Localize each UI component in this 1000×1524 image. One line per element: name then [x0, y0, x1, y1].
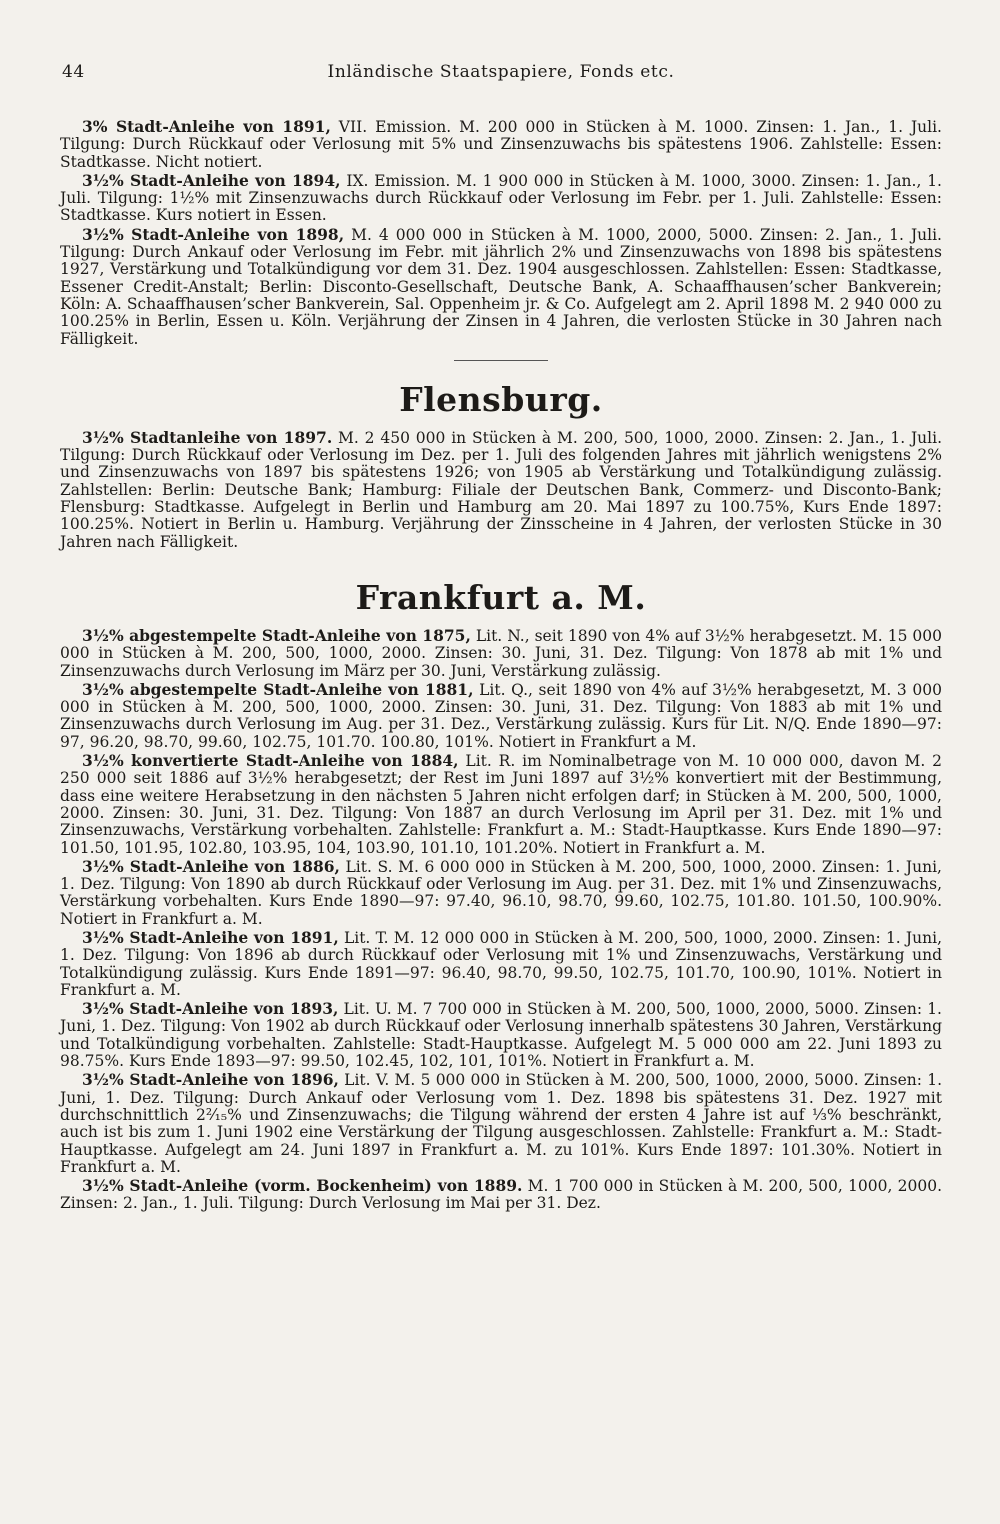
bond-entry: 3½% Stadt-Anleihe von 1894, IX. Emission. M. 1 900 000 in Stücken à M. 1000, 3000. Zinsen: 1. Jan., 1. Juli. Tilgung: 1½% mit Zinsenzuwachs durch Rückkauf oder Verlosung im Febr. per 1. Juli. Zahlstelle: Essen: Stadtkasse. Kurs notiert in Essen. [60, 170, 942, 225]
document-page [60, 58, 942, 1214]
section-essen-continued [60, 118, 942, 361]
bond-entry: 3½% Stadt-Anleihe (vorm. Bockenheim) von 1889. M. 1 700 000 in Stücken à M. 200, 500, 1000, 2000. Zinsen: 2. Jan., 1. Juli. Tilgung: Durch Verlosung im Mai per 31. Dez. [60, 1176, 943, 1213]
bond-entry: 3½% abgestempelte Stadt-Anleihe von 1875, Lit. N., seit 1890 von 4% auf 3½% herabgesetzt. M. 15 000 000 in Stücken à M. 200, 500, 1000, 2000. Zinsen: 30. Juni, 31. Dez. Tilgung: Von 1878 ab mit 1% und Zinsenzuwachs durch Verlosung im März per 30. Juni, Verstärkung zulässig. [60, 625, 942, 680]
section-frankfurt [60, 579, 942, 1213]
section-flensburg [60, 381, 942, 551]
page-number: 44 [62, 62, 85, 82]
bond-entry: 3½% Stadtanleihe von 1897. M. 2 450 000 in Stücken à M. 200, 500, 1000, 2000. Zinsen: 2. Jan., 1. Juli. Tilgung: Durch Rückkauf oder Verlosung im Dez. per 1. Juli des folgenden Jahres mit jährlich wenigstens 2% und Zinsenzuwachs von 1897 bis spätestens 1926; von 1905 ab Verstärkung und Totalkündigung zulässig. Zahlstellen: Berlin: Deutsche Bank; Hamburg: Filiale der Deutschen Bank, Commerz- und Disconto-Bank; Flensburg: Stadtkasse. Aufgelegt in Berlin und Hamburg am 20. Mai 1897 zu 100.75%, Kurs Ende 1897: 100.25%. Notiert in Berlin u. Hamburg. Verjährung der Zinsscheine in 4 Jahren, der verlosten Stücke in 30 Jahren nach Fälligkeit. [60, 427, 942, 551]
bond-entry: 3½% Stadt-Anleihe von 1893, Lit. U. M. 7 700 000 in Stücken à M. 200, 500, 1000, 2000, 5000. Zinsen: 1. Juni, 1. Dez. Tilgung: Von 1902 ab durch Rückkauf oder Verlosung innerhalb spätestens 30 Jahren, Verstärkung und Totalkündigung vorbehalten. Zahlstelle: Stadt-Hauptkasse. Aufgelegt M. 5 000 000 am 22. Juni 1893 zu 98.75%. Kurs Ende 1893—97: 99.50, 102.45, 102, 101, 101%. Notiert in Frankfurt a. M. [60, 999, 942, 1071]
city-heading: Flensburg. [399, 379, 603, 419]
bond-entry: 3½% Stadt-Anleihe von 1898, M. 4 000 000 in Stücken à M. 1000, 2000, 5000. Zinsen: 2. Jan., 1. Juli. Tilgung: Durch Ankauf oder Verlosung im Febr. mit jährlich 2% und Zinsenzuwachs von 1898 bis spätestens 1927, Verstärkung und Totalkündigung vor dem 31. Dez. 1904 ausgeschlossen. Zahlstellen: Essen: Stadtkasse, Essener Credit-Anstalt; Berlin: Disconto-Gesellschaft, Deutsche Bank, A. Schaaffhausen’scher Bankverein; Köln: A. Schaaffhausen’scher Bankverein, Sal. Oppenheim jr. & Co. Aufgelegt am 2. April 1898 M. 2 940 000 zu 100.25% in Berlin, Essen u. Köln. Verjährung der Zinsen in 4 Jahren, die verlosten Stücke in 30 Jahren nach Fälligkeit. [60, 224, 942, 348]
bond-entry: 3½% abgestempelte Stadt-Anleihe von 1881, Lit. Q., seit 1890 von 4% auf 3½% herabgesetzt, M. 3 000 000 in Stücken à M. 200, 500, 1000, 2000. Zinsen: 30. Juni, 31. Dez. Tilgung: Von 1883 ab mit 1% und Zinsenzuwachs durch Verlosung im Aug. per 31. Dez., Verstärkung zulässig. Kurs für Lit. N/Q. Ende 1890—97: 97, 96.20, 98.70, 99.60, 102.75, 101.70. 100.80, 101%. Notiert in Frankfurt a M. [60, 679, 942, 751]
running-title: Inländische Staatspapiere, Fonds etc. [327, 62, 675, 82]
bond-entry: 3½% Stadt-Anleihe von 1886, Lit. S. M. 6 000 000 in Stücken à M. 200, 500, 1000, 2000. Zinsen: 1. Juni, 1. Dez. Tilgung: Von 1890 ab durch Rückkauf oder Verlosung im Aug. per 31. Dez. mit 1% und Zinsenzuwachs, Verstärkung vorbehalten. Kurs Ende 1890—97: 97.40, 96.10, 98.70, 99.60, 102.75, 101.80. 101.50, 100.90%. Notiert in Frankfurt a. M. [60, 856, 942, 928]
bond-entry: 3½% konvertierte Stadt-Anleihe von 1884, Lit. R. im Nominalbetrage von M. 10 000 000, davon M. 2 250 000 seit 1886 auf 3½% herabgesetzt; der Rest im Juni 1897 auf 3½% konvertiert mit der Bestimmung, dass eine weitere Herabsetzung in den nächsten 5 Jahren nicht erfolgen darf; in Stücken à M. 200, 500, 1000, 2000. Zinsen: 30. Juni, 31. Dez. Tilgung: Von 1887 an durch Verlosung im April per 31. Dez. mit 1% und Zinsenzuwachs, Verstärkung vorbehalten. Zahlstelle: Frankfurt a. M.: Stadt-Hauptkasse. Kurs Ende 1890—97: 101.50, 101.95, 102.80, 103.95, 104, 103.90, 101.10, 101.20%. Notiert in Frankfurt a. M. [60, 751, 942, 857]
page-header [60, 58, 942, 88]
section-divider [454, 360, 548, 361]
bond-entry: 3½% Stadt-Anleihe von 1891, Lit. T. M. 12 000 000 in Stücken à M. 200, 500, 1000, 2000. Zinsen: 1. Juni, 1. Dez. Tilgung: Von 1896 ab durch Rückkauf oder Verlosung mit 1% und Zinsenzuwachs, Verstärkung und Totalkündigung zulässig. Kurs Ende 1891—97: 96.40, 98.70, 99.50, 102.75, 101.70, 100.90, 101%. Notiert in Frankfurt a. M. [60, 927, 942, 999]
city-heading: Frankfurt a. M. [355, 577, 647, 617]
bond-entry: 3½% Stadt-Anleihe von 1896, Lit. V. M. 5 000 000 in Stücken à M. 200, 500, 1000, 2000, 5000. Zinsen: 1. Juni, 1. Dez. Tilgung: Durch Ankauf oder Verlosung vom 1. Dez. 1898 bis spätestens 31. Dez. 1927 mit durchschnittlich 2²⁄₁₅% und Zinsenzuwachs; die Tilgung während der ersten 4 Jahre ist auf ⅓% beschränkt, auch ist bis zum 1. Juni 1902 eine Verstärkung der Tilgung ausgeschlossen. Zahlstelle: Frankfurt a. M.: Stadt-Hauptkasse. Aufgelegt am 24. Juni 1897 in Frankfurt a. M. zu 101%. Kurs Ende 1897: 101.30%. Notiert in Frankfurt a. M. [60, 1070, 942, 1176]
bond-entry: 3% Stadt-Anleihe von 1891, VII. Emission. M. 200 000 in Stücken à M. 1000. Zinsen: 1. Jan., 1. Juli. Tilgung: Durch Rückkauf oder Verlosung mit 5% und Zinsenzuwachs bis spätestens 1906. Zahlstelle: Essen: Stadtkasse. Nicht notiert. [60, 117, 942, 171]
